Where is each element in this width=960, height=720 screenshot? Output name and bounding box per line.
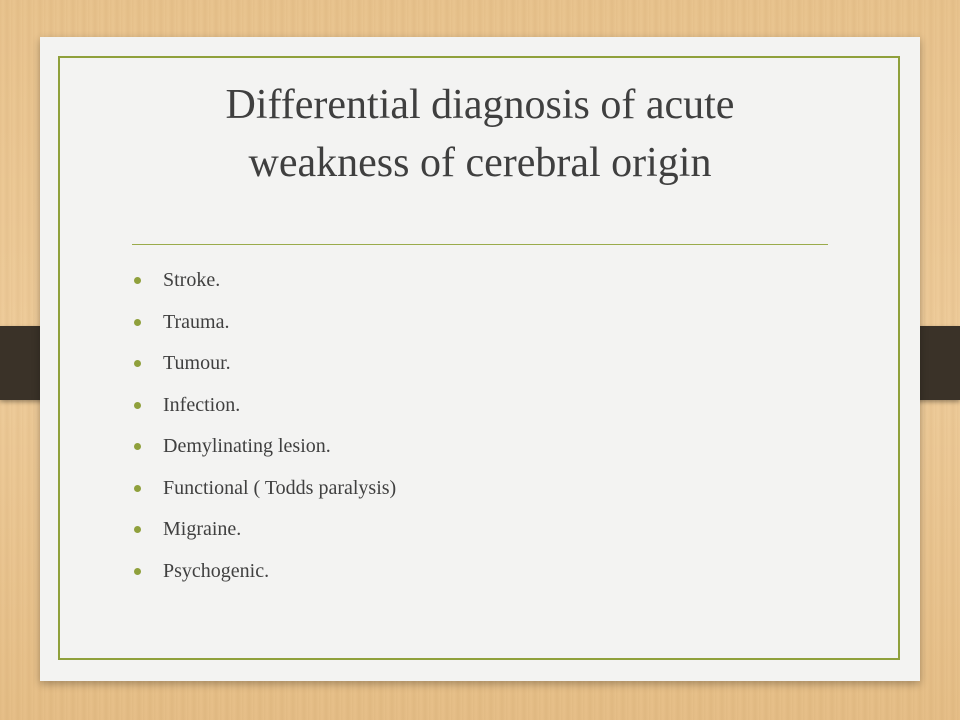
bullet-text: Functional ( Todds paralysis) (163, 476, 397, 499)
bullet-item (130, 468, 396, 510)
bullet-dot-icon (134, 443, 141, 450)
bullet-dot-icon (134, 402, 141, 409)
bullet-text: Tumour. (163, 352, 231, 374)
bullet-item (130, 426, 396, 468)
bullet-text: Psychogenic. (163, 559, 270, 582)
bullet-list (130, 260, 396, 592)
bullet-text: Infection. (163, 393, 241, 416)
slide-title-line-2: weakness of cerebral origin (248, 140, 712, 186)
slide-title (0, 76, 960, 192)
bullet-item (130, 260, 396, 302)
bullet-item (130, 509, 396, 551)
bullet-item (130, 551, 396, 593)
bullet-text: Demylinating lesion. (163, 435, 331, 457)
bullet-item (130, 302, 396, 344)
bullet-text: Migraine. (163, 518, 242, 540)
bullet-text: Stroke. (163, 269, 221, 291)
bullet-dot-icon (134, 485, 141, 492)
bullet-item (130, 385, 396, 427)
bullet-dot-icon (134, 526, 141, 533)
bullet-dot-icon (134, 319, 141, 326)
bullet-dot-icon (134, 568, 141, 575)
bullet-text: Trauma. (163, 310, 230, 333)
bullet-dot-icon (134, 277, 141, 284)
bullet-item (130, 343, 396, 385)
title-divider (132, 244, 828, 245)
slide-title-line-1: Differential diagnosis of acute (225, 82, 735, 128)
bullet-dot-icon (134, 360, 141, 367)
